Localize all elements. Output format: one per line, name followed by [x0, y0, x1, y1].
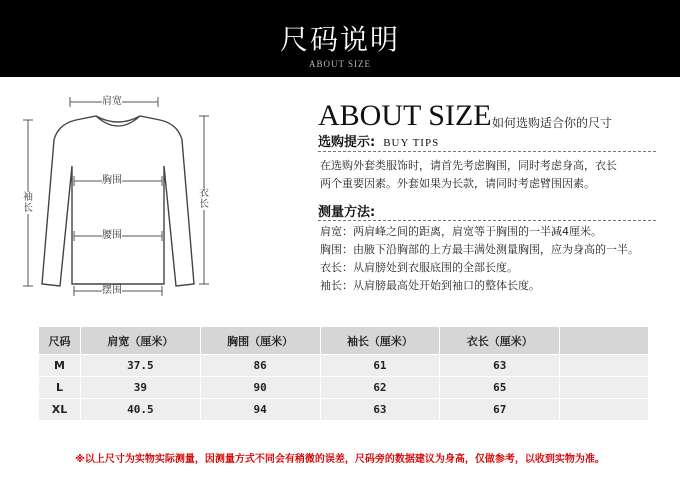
measurement-diagram [18, 88, 218, 303]
table-cell: XL [39, 399, 81, 421]
sweater-outline-icon [18, 88, 218, 303]
measure-item-sleeve: 袖长：从肩膀最高处开始到袖口的整体长度。 [320, 279, 540, 292]
table-cell: 67 [440, 399, 560, 421]
about-size-title: ABOUT SIZE [318, 99, 492, 132]
table-cell: 39 [80, 377, 200, 399]
table-cell: L [39, 377, 81, 399]
table-row [39, 399, 649, 421]
divider [318, 151, 656, 152]
measure-item-chest: 胸围：由腋下沿胸部的上方最丰满处测量胸围，应为身高的一半。 [320, 243, 639, 256]
table-cell: 94 [200, 399, 320, 421]
about-size-subtitle: 如何选购适合你的尺寸 [492, 116, 613, 130]
header-banner [0, 0, 680, 77]
measure-item-length: 衣长：从肩膀处到衣服底围的全部长度。 [320, 261, 518, 274]
table-cell: 61 [320, 355, 440, 377]
buy-tips-line-2: 两个重要因素。外套如果为长款，请同时考虑臂围因素。 [320, 177, 595, 190]
table-header-cell [560, 327, 649, 355]
length-label: 衣长 [199, 188, 209, 210]
table-cell: 65 [440, 377, 560, 399]
table-row [39, 377, 649, 399]
table-cell [560, 399, 649, 421]
table-cell: 86 [200, 355, 320, 377]
buy-tips-heading-en: BUY TIPS [383, 137, 440, 149]
measure-heading: 测量方法: [318, 205, 376, 220]
table-header-cell: 肩宽（厘米） [80, 327, 200, 355]
banner-subtitle: ABOUT SIZE [308, 59, 372, 69]
table-header-row [39, 327, 649, 355]
size-table [38, 326, 649, 421]
table-cell: 90 [200, 377, 320, 399]
table-cell [560, 377, 649, 399]
table-cell: M [39, 355, 81, 377]
table-header-cell: 尺码 [39, 327, 81, 355]
buy-tips-heading-cn: 选购提示: [318, 135, 376, 150]
hem-label: 摆围 [102, 285, 122, 296]
waist-label: 腰围 [102, 230, 122, 241]
buy-tips-line-1: 在选购外套类服饰时，请首先考虑胸围，同时考虑身高，衣长 [320, 159, 617, 172]
buy-tips-heading [318, 131, 439, 150]
table-cell: 62 [320, 377, 440, 399]
divider [318, 220, 656, 221]
table-row [39, 355, 649, 377]
sleeve-label: 袖长 [23, 192, 33, 214]
shoulder-label: 肩宽 [102, 96, 122, 107]
table-cell: 63 [440, 355, 560, 377]
table-header-cell: 胸围（厘米） [200, 327, 320, 355]
table-cell: 37.5 [80, 355, 200, 377]
table-cell [560, 355, 649, 377]
chest-label: 胸围 [102, 175, 122, 186]
footer-note: ※以上尺寸为实物实际测量，因测量方式不同会有稍微的误差，尺码旁的数据建议为身高，仅做参考，以收到实物为准。 [75, 454, 605, 465]
table-header-cell: 衣长（厘米） [440, 327, 560, 355]
measure-item-shoulder: 肩宽：两肩峰之间的距离，肩宽等于胸围的一半减4厘米。 [320, 225, 602, 238]
table-header-cell: 袖长（厘米） [320, 327, 440, 355]
banner-title: 尺码说明 [279, 23, 400, 56]
table-cell: 40.5 [80, 399, 200, 421]
table-cell: 63 [320, 399, 440, 421]
